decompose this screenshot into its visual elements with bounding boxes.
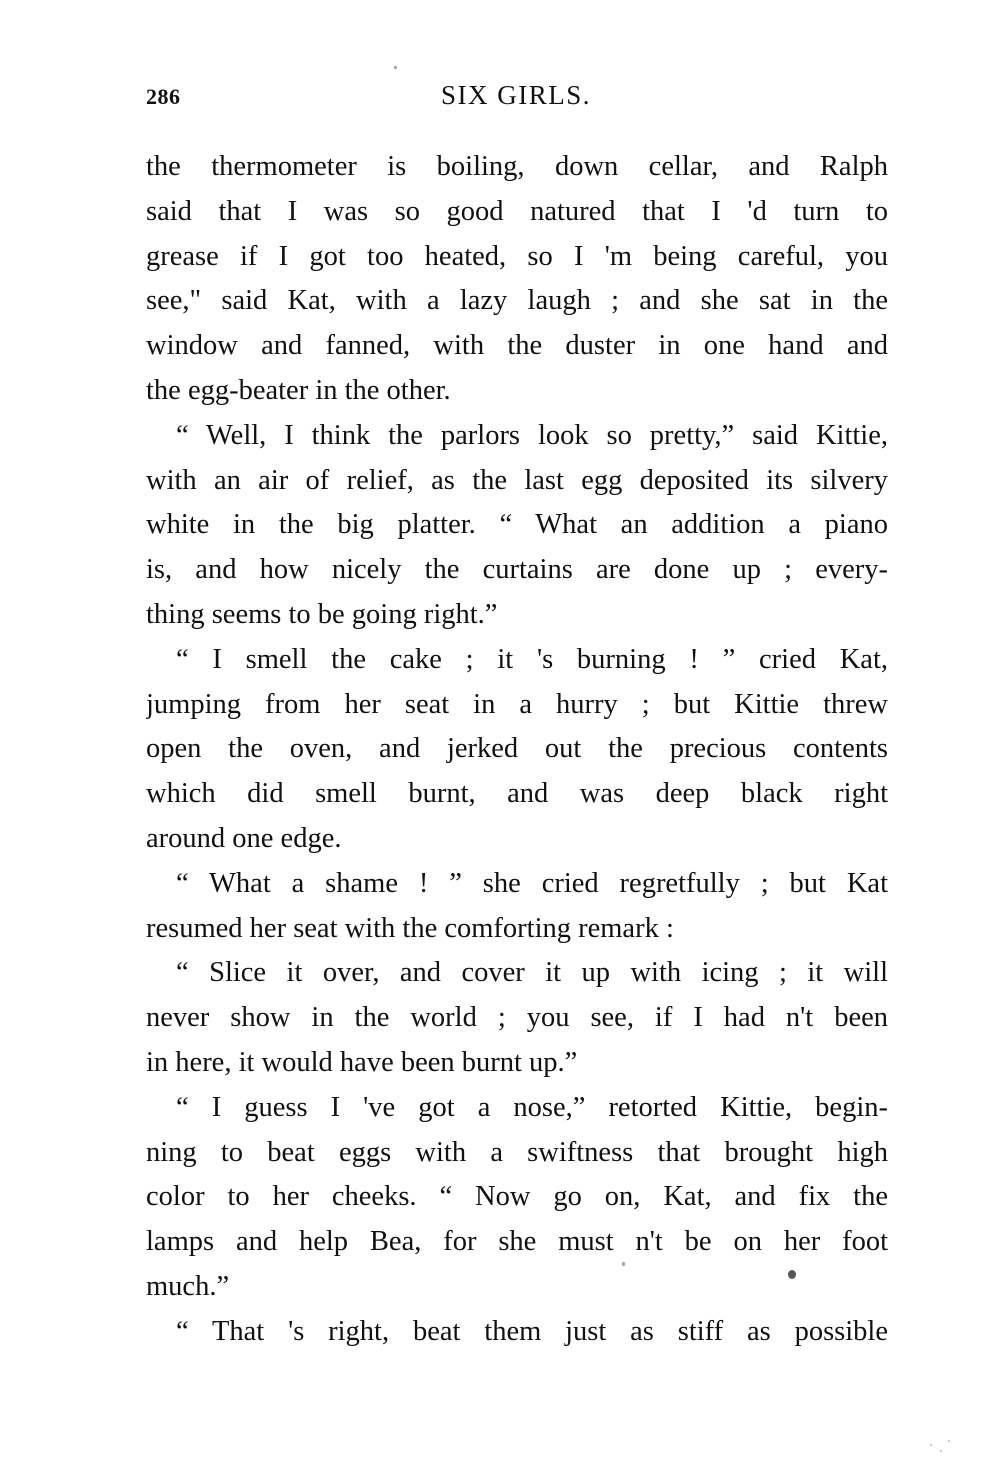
page-header: [146, 80, 886, 116]
text-line: ning to beat eggs with a swiftness that brought high: [146, 1136, 888, 1168]
text-line: white in the big platter. “ What an addition a piano: [146, 509, 888, 541]
text-line: open the oven, and jerked out the precious contents: [146, 733, 888, 765]
page-number: 286: [146, 84, 181, 109]
ink-speck: [940, 1450, 942, 1452]
text-line: color to her cheeks. “ Now go on, Kat, and fix the: [146, 1181, 888, 1213]
running-title: SIX GIRLS.: [440, 80, 591, 110]
text-line: “ I guess I 've got a nose,” retorted Kittie, begin-: [176, 1091, 888, 1123]
text-line: window and fanned, with the duster in one hand and: [146, 330, 888, 362]
text-line: jumping from her seat in a hurry ; but Kittie threw: [146, 688, 888, 720]
text-line: the egg-beater in the other.: [146, 374, 451, 406]
text-line: see," said Kat, with a lazy laugh ; and she sat in the: [146, 285, 888, 317]
text-line: lamps and help Bea, for she must n't be on her foot: [146, 1226, 888, 1258]
ink-speck: [622, 1262, 625, 1266]
text-line: which did smell burnt, and was deep black right: [146, 778, 888, 810]
text-line: “ Slice it over, and cover it up with icing ; it will: [176, 957, 888, 989]
text-line: is, and how nicely the curtains are done up ; every-: [146, 554, 888, 586]
text-line: with an air of relief, as the last egg deposited its silvery: [146, 464, 888, 496]
text-line: around one edge.: [146, 822, 342, 854]
text-line: “ That 's right, beat them just as stiff as possible: [176, 1315, 888, 1347]
ink-speck: [394, 66, 397, 69]
text-line: much.”: [146, 1270, 230, 1302]
text-line: “ Well, I think the parlors look so pretty,” said Kittie,: [176, 419, 888, 451]
ink-speck: [930, 1444, 932, 1446]
body-text: [146, 145, 888, 1355]
text-line: in here, it would have been burnt up.”: [146, 1046, 578, 1078]
text-line: thing seems to be going right.”: [146, 598, 498, 630]
text-line: said that I was so good natured that I 'd turn to: [146, 195, 888, 227]
text-line: resumed her seat with the comforting remark :: [146, 912, 674, 944]
text-line: “ What a shame ! ” she cried regretfully ; but Kat: [176, 867, 888, 899]
text-line: “ I smell the cake ; it 's burning ! ” cried Kat,: [176, 643, 888, 675]
ink-speck: [788, 1270, 796, 1279]
ink-speck: [948, 1440, 950, 1442]
text-line: the thermometer is boiling, down cellar, and Ralph: [146, 151, 888, 182]
text-line: never show in the world ; you see, if I had n't been: [146, 1002, 888, 1034]
text-line: grease if I got too heated, so I 'm being careful, you: [146, 240, 888, 272]
